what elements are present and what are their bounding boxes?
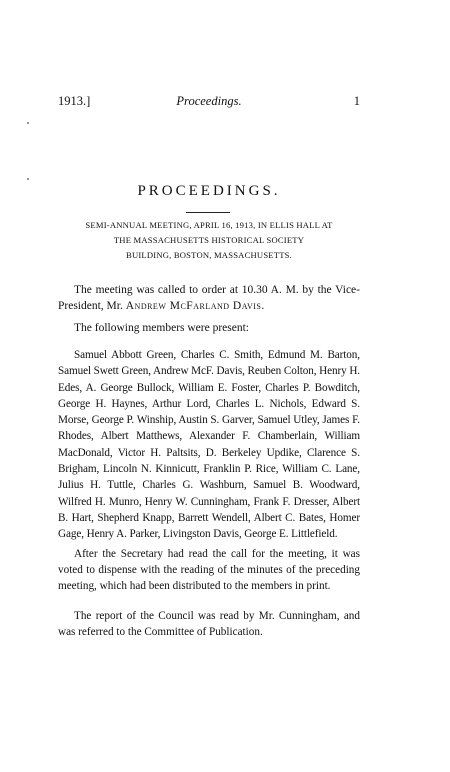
title-divider (186, 212, 230, 213)
members-list: Samuel Abbott Green, Charles C. Smith, Edmund M. Barton, Samuel Swett Green, Andrew McF. Davis, Reuben Colton, Henry H. Edes, A. George Bullock, William E. Foster, Charles P. Bowditch, George H. Haynes, Arthur Lord, Charles L. Nichols, Edward S. Morse, George P. Winship, Austin S. Garver, Samuel Utley, James F. Rhodes, Albert Matthews, Alexander F. Chamberlain, William MacDonald, Victor H. Paltsits, D. Berkeley Updike, Clarence S. Brigham, Lincoln N. Kinnicutt, Franklin P. Rice, William C. Lane, Julius H. Tuttle, Charles G. Washburn, Samuel B. Woodward, Wilfred H. Munro, Henry W. Cunningham, Frank F. Dresser, Albert B. Hart, Shepherd Knapp, Barrett Wendell, Albert C. Bates, Homer Gage, Henry A. Parker, Livingston Davis, George E. Littlefield. (58, 349, 360, 541)
meeting-subtitle (58, 218, 360, 263)
call-to-order-end: . (261, 300, 265, 312)
call-to-order-text: The meeting was called to order at 10.30 A. M. by the Vice-President, Mr. (58, 284, 360, 312)
subtitle-line: THE MASSACHUSETTS HISTORICAL SOCIETY (113, 235, 305, 245)
section-title: PROCEEDINGS. (137, 183, 281, 199)
members-intro: The following members were present: (74, 322, 249, 334)
subtitle-line: SEMI-ANNUAL MEETING, APRIL 16, 1913, IN ELLIS HALL AT (85, 220, 333, 230)
council-report-paragraph: The report of the Council was read by Mr. Cunningham, and was referred to the Committee of Publication. (58, 610, 360, 638)
header-title: Proceedings. (176, 94, 242, 108)
secretary-paragraph: After the Secretary had read the call for the meeting, it was voted to dispense with the reading of the minutes of the preceding meeting, which had been distributed to the members in print. (58, 548, 360, 592)
page-number: 1 (353, 94, 360, 108)
running-header (58, 94, 360, 110)
margin-speck (27, 122, 29, 124)
vice-president-name: Andrew McFarland Davis (125, 300, 262, 312)
call-to-order-paragraph (58, 282, 360, 314)
header-year: 1913.] (58, 94, 91, 108)
margin-speck (27, 178, 29, 180)
subtitle-line: BUILDING, BOSTON, MASSACHUSETTS. (126, 250, 292, 260)
